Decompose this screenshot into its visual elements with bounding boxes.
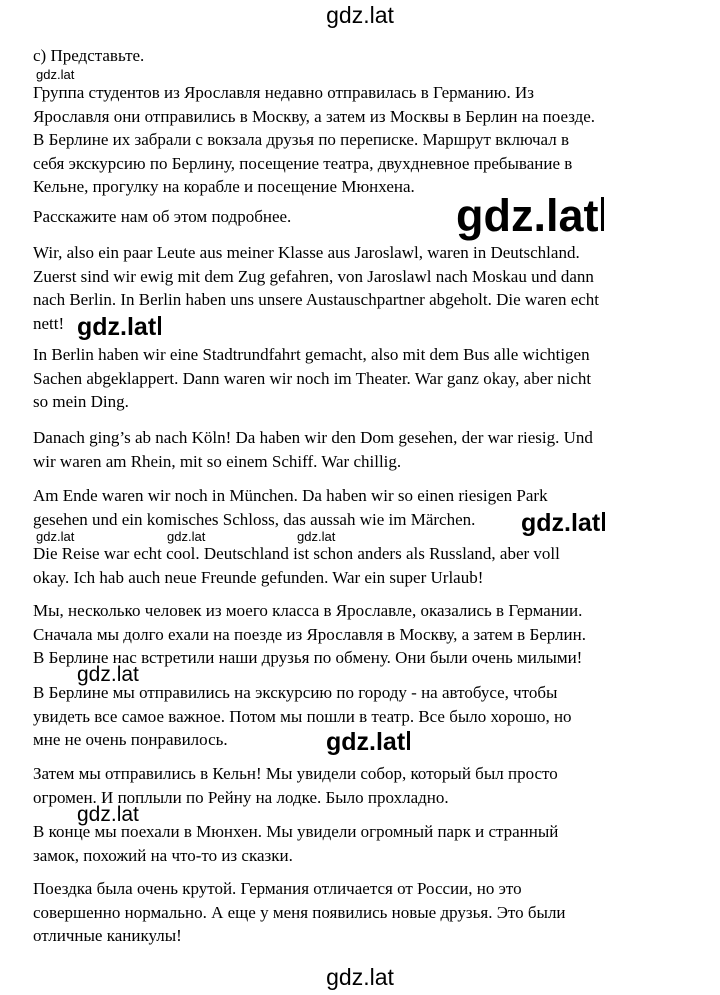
text-line: Расскажите нам об этом подробнее. <box>33 207 292 226</box>
german-paragraph-2 <box>33 343 693 414</box>
text-line: Затем мы отправились в Кельн! Мы увидели собор, который был просто <box>33 764 558 783</box>
text-line: Кельне, прогулку на корабле и посещение Мюнхена. <box>33 177 415 196</box>
watermark-medium: gdz.lat <box>326 728 410 757</box>
german-paragraph-5 <box>33 542 693 589</box>
russian-paragraph-4 <box>33 820 693 867</box>
text-line: огромен. И поплыли по Рейну на лодке. Было прохладно. <box>33 787 449 807</box>
watermark-small: gdz.lat <box>36 529 75 544</box>
text-line: so mein Ding. <box>33 392 129 411</box>
russian-paragraph-2 <box>33 681 693 752</box>
text-line: Danach ging’s ab nach Köln! Da haben wir den Dom gesehen, der war riesig. Und <box>33 428 593 447</box>
russian-paragraph-3 <box>33 762 693 809</box>
text-line: nach Berlin. In Berlin haben uns unsere Austauschpartner abgeholt. Die waren echt <box>33 290 600 309</box>
watermark-small: gdz.lat <box>297 529 336 544</box>
text-line: Sachen abgeklappert. Dann waren wir noch im Theater. War ganz okay, aber nicht <box>33 368 592 388</box>
watermark-medium: gdz.lat <box>521 509 605 538</box>
watermark-regular: gdz.lat <box>77 663 139 686</box>
watermark-bottom: gdz.lat <box>326 964 394 990</box>
text-line: wir waren am Rhein, mit so einem Schiff. War chillig. <box>33 451 402 471</box>
text-line: отличные каникулы! <box>33 926 182 945</box>
text-line: замок, похожий на что-то из сказки. <box>33 845 293 865</box>
task-prompt <box>33 205 693 229</box>
text-line: мне не очень понравилось. <box>33 730 228 749</box>
watermark-medium: gdz.lat <box>77 313 161 342</box>
text-line: Мы, несколько человек из моего класса в Ярославле, оказались в Германии. <box>33 601 583 620</box>
text-line: In Berlin haben wir eine Stadtrundfahrt gemacht, also mit dem Bus alle wichtigen <box>33 345 590 364</box>
text-line: В конце мы поехали в Мюнхен. Мы увидели огромный парк и странный <box>33 822 559 841</box>
text-line: Am Ende waren wir noch in München. Da haben wir so einen riesigen Park <box>33 486 548 505</box>
watermark-regular: gdz.lat <box>77 803 139 826</box>
text-line: Группа студентов из Ярославля недавно отправилась в Германию. Из <box>33 83 534 102</box>
text-line: Die Reise war echt cool. Deutschland ist schon anders als Russland, aber voll <box>33 544 560 563</box>
text-line: В Берлине их забрали с вокзала друзья по переписке. Маршрут включал в <box>33 130 570 149</box>
watermark-large: gdz.lat <box>456 190 604 242</box>
german-paragraph-1 <box>33 241 693 335</box>
text-line: gesehen und ein komisches Schloss, das aussah wie im Märchen. <box>33 509 476 529</box>
text-line: себя экскурсию по Берлину, посещение театра, двухдневное пребывание в <box>33 153 573 173</box>
text-line: В Берлине мы отправились на экскурсию по городу - на автобусе, чтобы <box>33 683 558 702</box>
text-line: Ярославля они отправились в Москву, а затем из Москвы в Берлин на поезде. <box>33 106 596 126</box>
text-line: Zuerst sind wir ewig mit dem Zug gefahren, von Jaroslawl nach Moskau und dann <box>33 266 594 286</box>
watermark-small: gdz.lat <box>36 67 75 82</box>
russian-paragraph-5 <box>33 877 693 948</box>
text-line: Сначала мы долго ехали на поезде из Ярославля в Москву, а затем в Берлин. <box>33 624 586 644</box>
text-line: nett! <box>33 313 65 333</box>
text-line: Wir, also ein paar Leute aus meiner Klasse aus Jaroslawl, waren in Deutschland. <box>33 243 580 262</box>
watermark-top: gdz.lat <box>326 2 394 28</box>
text-line: Поездка была очень крутой. Германия отличается от России, но это <box>33 879 522 898</box>
text-line: okay. Ich hab auch neue Freunde gefunden. War ein super Urlaub! <box>33 567 484 587</box>
german-paragraph-3 <box>33 426 693 473</box>
text-line: В Берлине нас встретили наши друзья по обмену. Они были очень милыми! <box>33 648 583 667</box>
german-paragraph-4 <box>33 484 693 531</box>
task-description <box>33 81 693 199</box>
russian-paragraph-1 <box>33 599 693 670</box>
watermark-small: gdz.lat <box>167 529 206 544</box>
text-line: увидеть все самое важное. Потом мы пошли в театр. Все было хорошо, но <box>33 706 572 726</box>
text-line: совершенно нормально. А еще у меня появились новые друзья. Это были <box>33 902 566 922</box>
task-heading: с) Представьте. <box>33 46 145 65</box>
